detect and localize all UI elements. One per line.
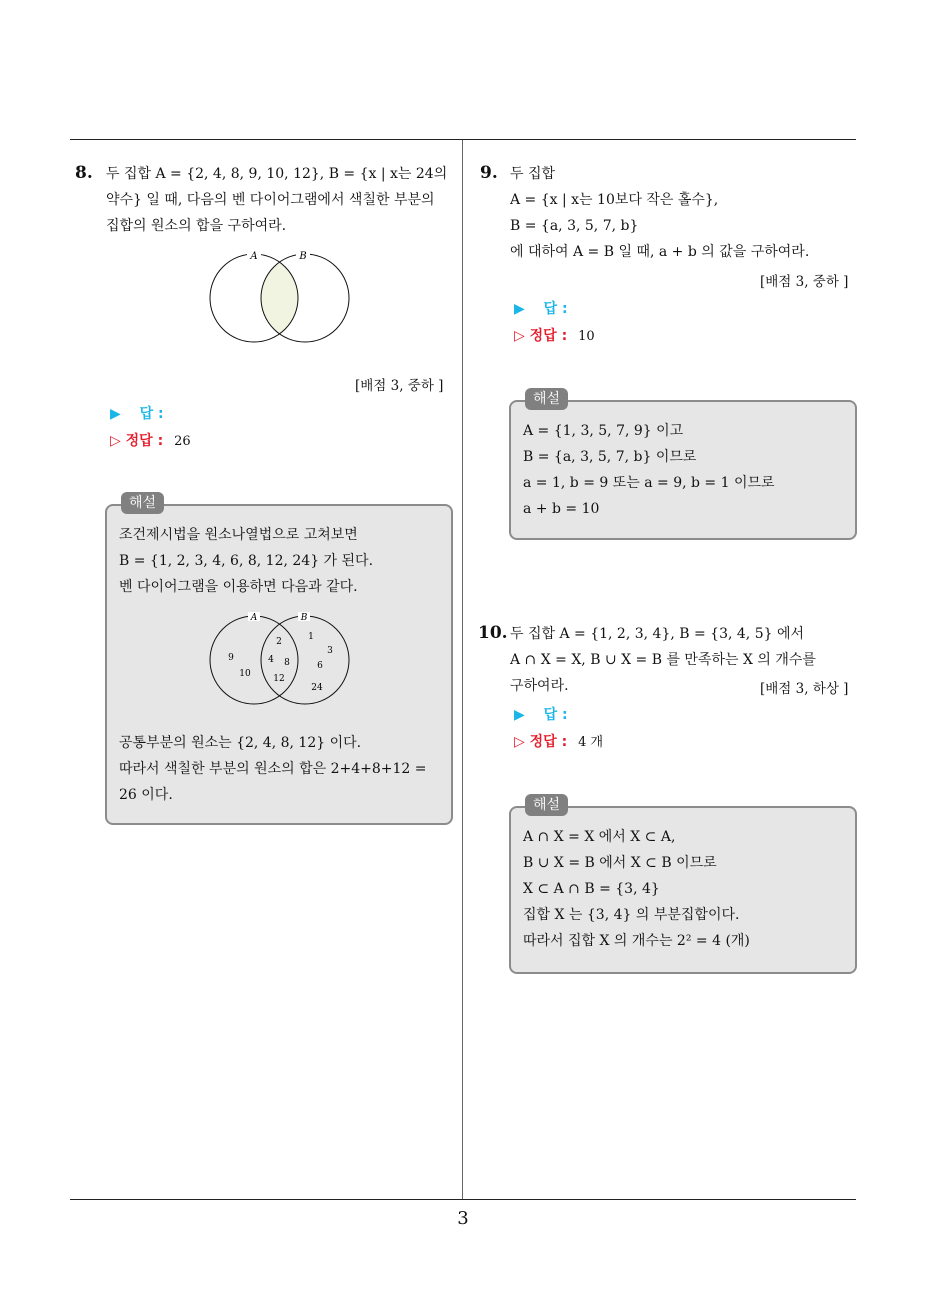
solution-line: B = {1, 2, 3, 4, 6, 8, 12, 24} 가 된다. [119, 553, 374, 569]
question-text-line: B = {a, 3, 5, 7, b} [510, 218, 639, 234]
solution-line: B = {a, 3, 5, 7, b} 이므로 [523, 449, 697, 465]
solution-tag: 해설 [525, 794, 568, 816]
question-number: 8. [75, 163, 93, 183]
venn-element: 12 [273, 674, 285, 684]
correct-answer-value: 26 [174, 434, 191, 449]
triangle-outline-icon: ▷ [110, 433, 121, 449]
correct-answer-row [110, 430, 191, 450]
question-number: 9. [480, 163, 498, 183]
set-b-circle [261, 616, 349, 704]
venn-element: 1 [308, 632, 314, 642]
solution-line: 따라서 색칠한 부분의 원소의 합은 2+4+8+12 = [119, 761, 427, 777]
solution-line: a = 1, b = 9 또는 a = 9, b = 1 이므로 [523, 475, 775, 491]
solution-line: B ∪ X = B 에서 X ⊂ B 이므로 [523, 855, 717, 871]
question-text-line: 구하여라. [510, 678, 569, 694]
answer-label: 답 : [543, 301, 568, 317]
solution-line: 벤 다이어그램을 이용하면 다음과 같다. [119, 579, 358, 595]
venn-diagram [205, 248, 355, 350]
correct-answer-value: 4 개 [578, 735, 604, 750]
question-text-line: 두 집합 A = {1, 2, 3, 4}, B = {3, 4, 5} 에서 [510, 626, 805, 642]
question-text-line: 집합의 원소의 합을 구하여라. [106, 218, 287, 234]
page-number: 3 [457, 1208, 469, 1229]
score-meta: [배점 3, 중하 ] [355, 378, 444, 394]
solution-line: 26 이다. [119, 787, 173, 803]
question-text-line: 에 대하여 A = B 일 때, a + b 의 값을 구하여라. [510, 244, 810, 260]
venn-element: 6 [317, 661, 323, 671]
question-text-line: 약수} 일 때, 다음의 벤 다이어그램에서 색칠한 부분의 [106, 192, 435, 208]
venn-element: 3 [327, 646, 333, 656]
top-rule [70, 139, 856, 140]
solution-venn-diagram [205, 608, 355, 710]
answer-label: 답 : [543, 707, 568, 723]
column-divider [462, 140, 463, 1200]
set-a-label: A [250, 251, 258, 262]
correct-answer-row [514, 325, 595, 345]
venn-element: 4 [268, 655, 274, 665]
play-icon: ▶ [110, 406, 121, 422]
triangle-outline-icon: ▷ [514, 734, 525, 750]
question-text-line: A = {x | x는 10보다 작은 홀수}, [510, 192, 719, 208]
set-b-label: B [300, 613, 308, 623]
solution-line: X ⊂ A ∩ B = {3, 4} [523, 881, 660, 897]
solution-line: a + b = 10 [523, 501, 600, 517]
venn-element: 10 [239, 669, 251, 679]
correct-answer-value: 10 [578, 329, 595, 344]
bottom-rule [70, 1199, 856, 1200]
solution-line: 따라서 집합 X 의 개수는 2² = 4 (개) [523, 933, 750, 949]
solution-tag: 해설 [121, 492, 164, 514]
answer-label: 답 : [139, 406, 164, 422]
venn-element: 9 [228, 653, 234, 663]
play-icon: ▶ [514, 707, 525, 723]
score-meta: [배점 3, 하상 ] [760, 681, 849, 697]
correct-answer-label: 정답 : [125, 433, 164, 449]
venn-element: 8 [284, 658, 290, 668]
triangle-outline-icon: ▷ [514, 328, 525, 344]
question-text-line: 두 집합 [510, 166, 556, 182]
question-text-line: 두 집합 A = {2, 4, 8, 9, 10, 12}, B = {x | x는 24의 [106, 166, 448, 182]
solution-line: A ∩ X = X 에서 X ⊂ A, [523, 829, 676, 845]
solution-line: 조건제시법을 원소나열법으로 고쳐보면 [119, 527, 358, 543]
set-b-label: B [299, 251, 307, 262]
answer-row [514, 704, 568, 724]
play-icon: ▶ [514, 301, 525, 317]
question-number: 10. [478, 623, 508, 643]
answer-row [110, 403, 164, 423]
question-text-line: A ∩ X = X, B ∪ X = B 를 만족하는 X 의 개수를 [510, 652, 816, 668]
set-a-label: A [250, 613, 258, 623]
venn-element: 24 [311, 683, 323, 693]
venn-element: 2 [276, 637, 282, 647]
answer-row [514, 298, 568, 318]
solution-tag: 해설 [525, 388, 568, 410]
solution-line: 공통부분의 원소는 {2, 4, 8, 12} 이다. [119, 735, 362, 751]
correct-answer-label: 정답 : [529, 328, 568, 344]
solution-line: A = {1, 3, 5, 7, 9} 이고 [523, 423, 684, 439]
correct-answer-row [514, 731, 603, 751]
correct-answer-label: 정답 : [529, 734, 568, 750]
solution-line: 집합 X 는 {3, 4} 의 부분집합이다. [523, 907, 740, 923]
score-meta: [배점 3, 중하 ] [760, 274, 849, 290]
